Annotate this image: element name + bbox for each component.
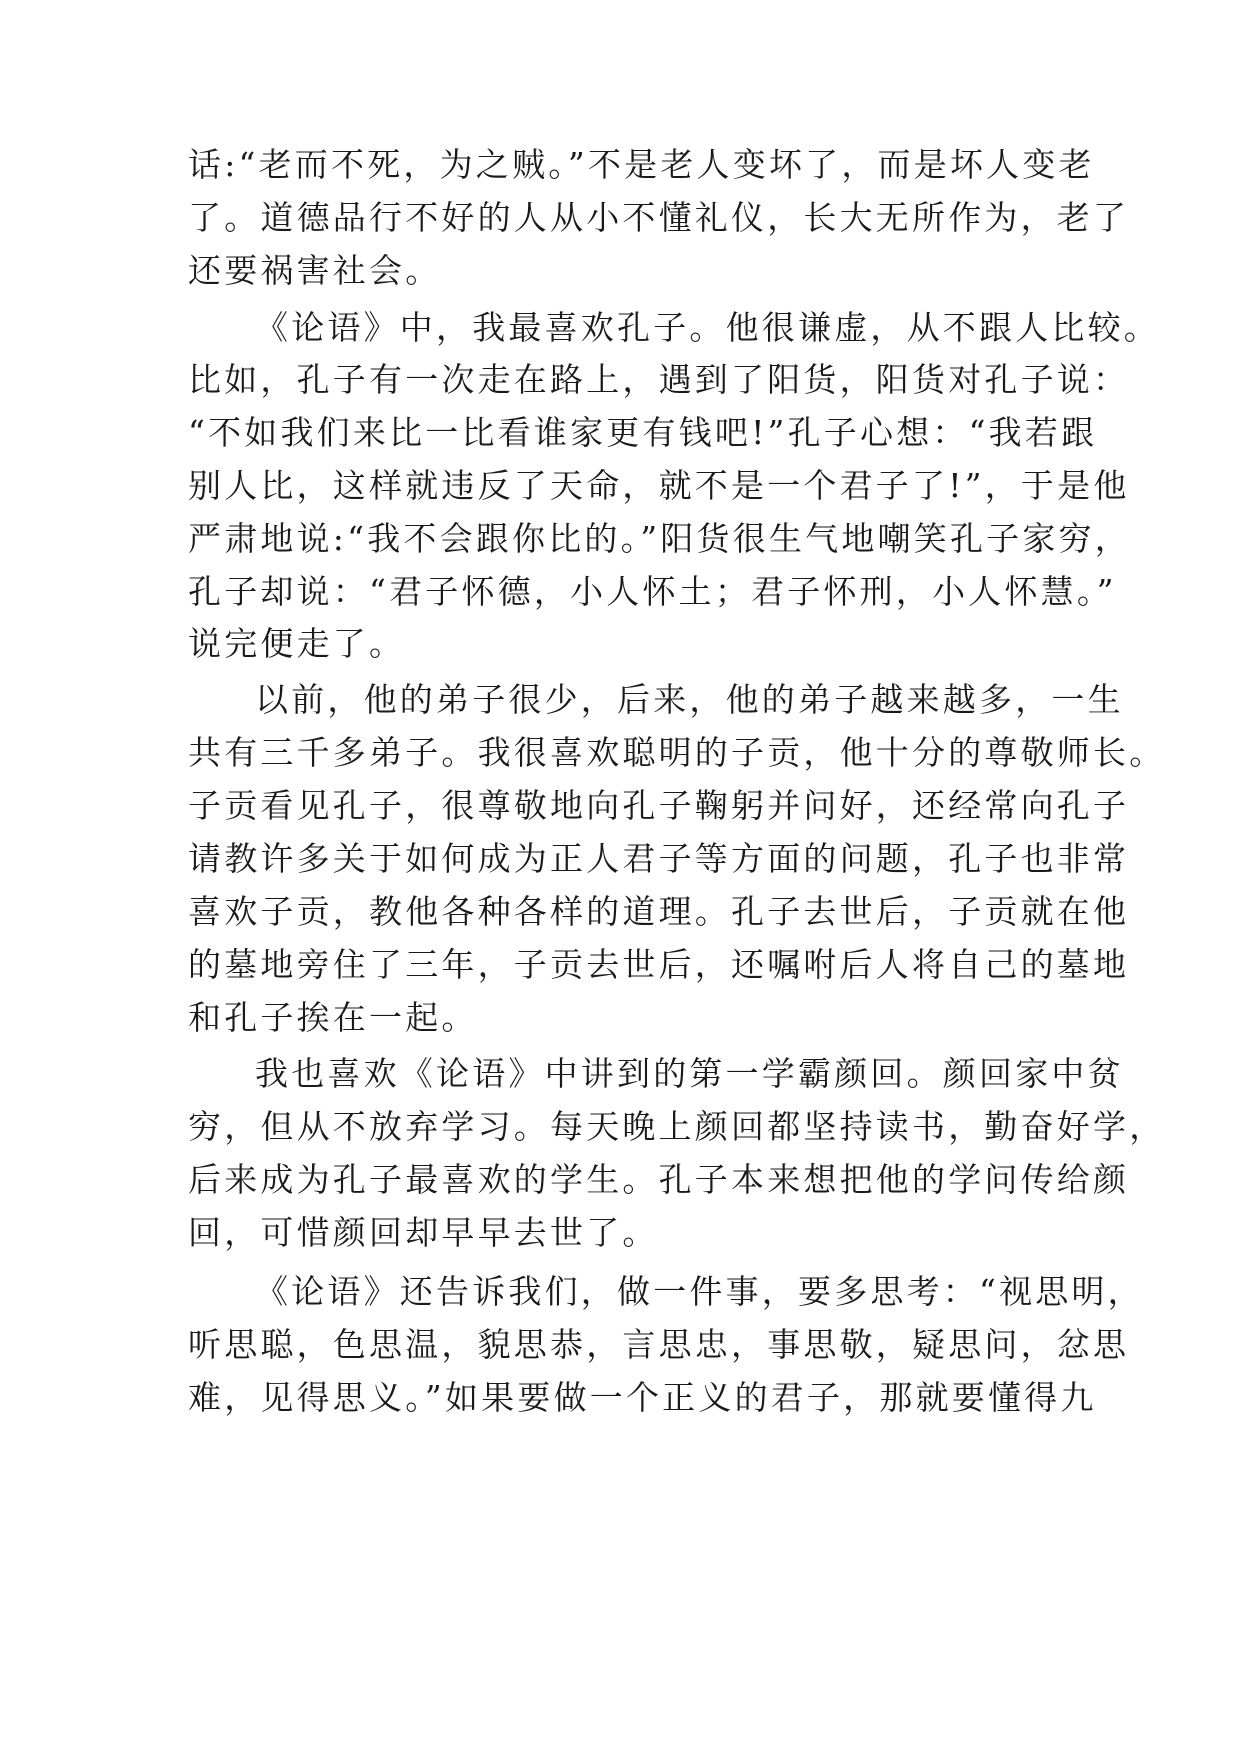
- text-line: 话:“老而不死，为之贼。”不是老人变坏了，而是坏人变老: [188, 145, 1095, 184]
- text-line: 难，见得思义。”如果要做一个正义的君子，那就要懂得九: [188, 1378, 1097, 1417]
- text-line: 的墓地旁住了三年，子贡去世后，还嘱咐后人将自己的墓地: [188, 945, 1130, 984]
- text-line: 听思聪，色思温，貌思恭，言思忠，事思敬，疑思问，忿思: [188, 1325, 1130, 1364]
- text-line: 我也喜欢《论语》中讲到的第一学霸颜回。颜回家中贫: [255, 1054, 1124, 1093]
- text-line: 比如，孔子有一次走在路上，遇到了阳货，阳货对孔子说：: [188, 360, 1130, 399]
- text-line: 回，可惜颜回却早早去世了。: [188, 1213, 659, 1252]
- text-line: 后来成为孔子最喜欢的学生。孔子本来想把他的学问传给颜: [188, 1160, 1130, 1199]
- text-line: 和孔子挨在一起。: [188, 998, 478, 1037]
- text-line: 《论语》中，我最喜欢孔子。他很谦虚，从不跟人比较。: [255, 308, 1160, 347]
- text-line: 喜欢子贡，教他各种各样的道理。孔子去世后，子贡就在他: [188, 892, 1130, 931]
- text-line: 《论语》还告诉我们，做一件事，要多思考：“视思明，: [255, 1272, 1144, 1311]
- text-line: “不如我们来比一比看谁家更有钱吧!”孔子心想：“我若跟: [188, 413, 1098, 452]
- text-line: 严肃地说:“我不会跟你比的。”阳货很生气地嘲笑孔子家穷，: [188, 519, 1131, 558]
- text-line: 请教许多关于如何成为正人君子等方面的问题，孔子也非常: [188, 839, 1130, 878]
- text-line: 穷，但从不放弃学习。每天晚上颜回都坚持读书，勤奋好学，: [188, 1107, 1166, 1146]
- text-line: 别人比，这样就违反了天命，就不是一个君子了!”，于是他: [188, 466, 1130, 505]
- text-line: 了。道德品行不好的人从小不懂礼仪，长大无所作为，老了: [188, 198, 1130, 237]
- text-line: 以前，他的弟子很少，后来，他的弟子越来越多，一生: [255, 680, 1124, 719]
- text-line: 共有三千多弟子。我很喜欢聪明的子贡，他十分的尊敬师长。: [188, 733, 1166, 772]
- text-line: 说完便走了。: [188, 624, 406, 663]
- text-line: 还要祸害社会。: [188, 251, 442, 290]
- text-line: 子贡看见孔子，很尊敬地向孔子鞠躬并问好，还经常向孔子: [188, 786, 1130, 825]
- text-line: 孔子却说：“君子怀德，小人怀土；君子怀刑，小人怀慧。”: [188, 572, 1117, 611]
